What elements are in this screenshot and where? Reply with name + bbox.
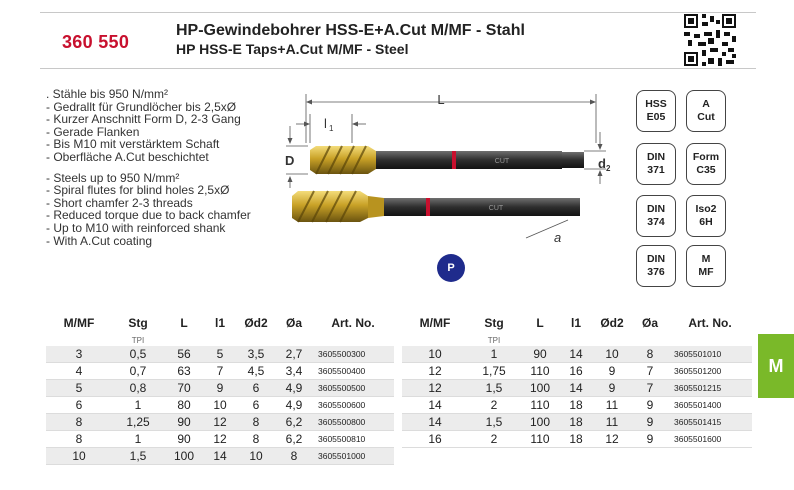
table-cell: 14 (402, 397, 468, 414)
code-box-form: Form C35 (686, 143, 726, 185)
square-size-label: a (554, 230, 562, 245)
col-header-square: Øa (641, 316, 658, 330)
feature-en-item: - Spiral flutes for blind holes 2,5xØ (46, 183, 230, 198)
table-row (402, 346, 752, 363)
col-header-thread-length: l1 (570, 316, 581, 330)
tap-image-bottom (292, 191, 580, 222)
table-cell: 10 (236, 448, 276, 465)
article-number-cell: 3605501200 (668, 363, 752, 380)
article-number-cell: 3605501010 (668, 346, 752, 363)
article-number-cell: 3605501600 (668, 431, 752, 448)
article-number-cell: 3605500800 (312, 414, 394, 431)
table-cell: 110 (520, 431, 560, 448)
table-cell: 6 (46, 397, 112, 414)
table-cell: 3,5 (236, 346, 276, 363)
col-header-square: Øa (285, 316, 302, 330)
table-cell: 14 (560, 380, 592, 397)
table-row (402, 431, 752, 448)
feature-en-item: - Steels up to 950 N/mm² (46, 170, 180, 185)
table-cell: 1,5 (468, 380, 520, 397)
table-row (402, 397, 752, 414)
code-box-tolerance: Iso2 6H (686, 195, 726, 237)
table-cell: 6 (236, 397, 276, 414)
col-header-thread-length: l1 (214, 316, 225, 330)
article-number-cell: 3605500600 (312, 397, 394, 414)
table-cell: 6,2 (276, 414, 312, 431)
feature-de-item: - Gerade Flanken (46, 124, 140, 139)
col-subheader-tpi: TPI (131, 335, 145, 345)
table-cell: 10 (592, 346, 632, 363)
col-header-article: Art. No. (331, 316, 375, 330)
table-cell: 90 (520, 346, 560, 363)
table-cell: 100 (520, 380, 560, 397)
qr-code-icon (684, 14, 736, 66)
table-row (402, 363, 752, 380)
table-cell: 110 (520, 363, 560, 380)
code-box-din374: DIN 374 (636, 195, 676, 237)
table-cell: 4,5 (236, 363, 276, 380)
table-row (46, 397, 394, 414)
table-cell: 9 (632, 397, 668, 414)
col-header-pitch: Stg (484, 316, 504, 330)
table-cell: 8 (236, 431, 276, 448)
col-header-size: M/MF (63, 316, 95, 330)
table-cell: 63 (164, 363, 204, 380)
table-cell: 1,5 (112, 448, 164, 465)
table-cell: 1 (112, 397, 164, 414)
feature-en-item: - With A.Cut coating (46, 233, 153, 248)
table-cell: 0,7 (112, 363, 164, 380)
col-header-shank: Ød2 (600, 316, 624, 330)
table-cell: 11 (592, 397, 632, 414)
table-cell: 14 (204, 448, 236, 465)
header-bottom-rule (40, 68, 756, 69)
table-cell: 7 (632, 363, 668, 380)
table-cell: 100 (520, 414, 560, 431)
feature-en-item: - Short chamfer 2-3 threads (46, 195, 193, 210)
code-box-thread-type: M MF (686, 245, 726, 287)
tap-image-top (310, 146, 584, 174)
col-header-shank: Ød2 (244, 316, 268, 330)
article-group-number: 360 550 (62, 32, 130, 52)
table-cell: 2 (468, 397, 520, 414)
table-cell: 14 (560, 346, 592, 363)
table-cell: 4,9 (276, 397, 312, 414)
table-cell: 9 (632, 431, 668, 448)
col-subheader-tpi: TPI (487, 335, 501, 345)
article-number-cell: 3605501400 (668, 397, 752, 414)
table-cell: 110 (520, 397, 560, 414)
table-cell: 90 (164, 431, 204, 448)
table-cell: 4 (46, 363, 112, 380)
table-row (46, 380, 394, 397)
table-cell: 14 (402, 414, 468, 431)
article-number-cell: 3605500500 (312, 380, 394, 397)
feature-en-item: - Reduced torque due to back chamfer (46, 208, 251, 223)
table-cell: 2,7 (276, 346, 312, 363)
code-box-coating: A Cut (686, 90, 726, 132)
dimension-diameter-label: D (285, 153, 295, 168)
table-cell: 0,5 (112, 346, 164, 363)
table-cell: 90 (164, 414, 204, 431)
article-number-cell: 3605500810 (312, 431, 394, 448)
brand-mark-top: CUT (494, 158, 510, 165)
title-english: HP HSS-E Taps+A.Cut M/MF - Steel (176, 41, 409, 57)
table-cell: 1 (112, 431, 164, 448)
table-cell: 8 (46, 414, 112, 431)
article-number-cell: 3605501215 (668, 380, 752, 397)
table-cell: 3 (46, 346, 112, 363)
table-row (402, 414, 752, 431)
col-header-pitch: Stg (128, 316, 148, 330)
table-cell: 9 (592, 380, 632, 397)
feature-en-item: - Up to M10 with reinforced shank (46, 220, 226, 235)
table-cell: 3,4 (276, 363, 312, 380)
table-cell: 12 (402, 363, 468, 380)
table-cell: 4,9 (276, 380, 312, 397)
table-cell: 2 (468, 431, 520, 448)
table-cell: 6 (236, 380, 276, 397)
table-cell: 1,25 (112, 414, 164, 431)
code-box-hss: HSS E05 (636, 90, 676, 132)
table-cell: 18 (560, 431, 592, 448)
table-cell: 0,8 (112, 380, 164, 397)
feature-de-item: - Gedrallt für Grundlöcher bis 2,5xØ (46, 99, 237, 114)
table-cell: 9 (632, 414, 668, 431)
table-cell: 1 (468, 346, 520, 363)
dimension-thread-label: l (324, 116, 327, 131)
table-cell: 16 (402, 431, 468, 448)
feature-list (46, 88, 251, 247)
dimension-thread-sub: 1 (329, 124, 334, 133)
code-box-din376: DIN 376 (636, 245, 676, 287)
table-cell: 10 (402, 346, 468, 363)
table-cell: 70 (164, 380, 204, 397)
table-cell: 8 (632, 346, 668, 363)
table-row (46, 431, 394, 448)
col-header-length: L (180, 316, 188, 330)
table-cell: 9 (204, 380, 236, 397)
brand-mark-bottom: CUT (488, 205, 504, 212)
col-header-article: Art. No. (688, 316, 732, 330)
table-cell: 7 (632, 380, 668, 397)
spec-table-left (46, 312, 394, 465)
table-cell: 16 (560, 363, 592, 380)
table-cell: 12 (204, 431, 236, 448)
table-cell: 1,75 (468, 363, 520, 380)
feature-de-item: - Oberfläche A.Cut beschichtet (46, 149, 209, 164)
table-cell: 6,2 (276, 431, 312, 448)
table-cell: 9 (592, 363, 632, 380)
feature-de-item: - Bis M10 mit verstärktem Schaft (46, 137, 220, 152)
table-cell: 8 (236, 414, 276, 431)
table-cell: 5 (46, 380, 112, 397)
table-cell: 100 (164, 448, 204, 465)
table-cell: 18 (560, 414, 592, 431)
code-box-din371: DIN 371 (636, 143, 676, 185)
spec-table-right (402, 312, 752, 448)
table-row (46, 346, 394, 363)
feature-de-item: - Kurzer Anschnitt Form D, 2-3 Gang (46, 112, 241, 127)
table-cell: 5 (204, 346, 236, 363)
table-cell: 10 (46, 448, 112, 465)
table-row (46, 448, 394, 465)
dimension-shank-label: d (598, 156, 606, 171)
dimension-length-label: L (437, 92, 445, 107)
table-row (402, 380, 752, 397)
table-cell: 80 (164, 397, 204, 414)
section-tab-m[interactable]: M (758, 334, 794, 398)
col-header-size: M/MF (419, 316, 451, 330)
tap-technical-drawing (276, 88, 616, 258)
table-cell: 12 (204, 414, 236, 431)
table-cell: 8 (46, 431, 112, 448)
table-cell: 18 (560, 397, 592, 414)
table-row (46, 363, 394, 380)
table-row (46, 414, 394, 431)
table-cell: 10 (204, 397, 236, 414)
table-cell: 56 (164, 346, 204, 363)
article-number-cell: 3605501415 (668, 414, 752, 431)
header-top-rule (40, 12, 756, 13)
article-number-cell: 3605500300 (312, 346, 394, 363)
article-number-cell: 3605501000 (312, 448, 394, 465)
material-group-badge: P (437, 254, 465, 282)
table-cell: 8 (276, 448, 312, 465)
feature-de-item: . Stähle bis 950 N/mm² (46, 87, 169, 101)
title-german: HP-Gewindebohrer HSS-E+A.Cut M/MF - Stahl (176, 22, 525, 39)
table-cell: 7 (204, 363, 236, 380)
table-cell: 12 (402, 380, 468, 397)
table-cell: 1,5 (468, 414, 520, 431)
article-number-cell: 3605500400 (312, 363, 394, 380)
col-header-length: L (536, 316, 544, 330)
table-cell: 12 (592, 431, 632, 448)
dimension-shank-sub: 2 (606, 164, 611, 173)
table-cell: 11 (592, 414, 632, 431)
